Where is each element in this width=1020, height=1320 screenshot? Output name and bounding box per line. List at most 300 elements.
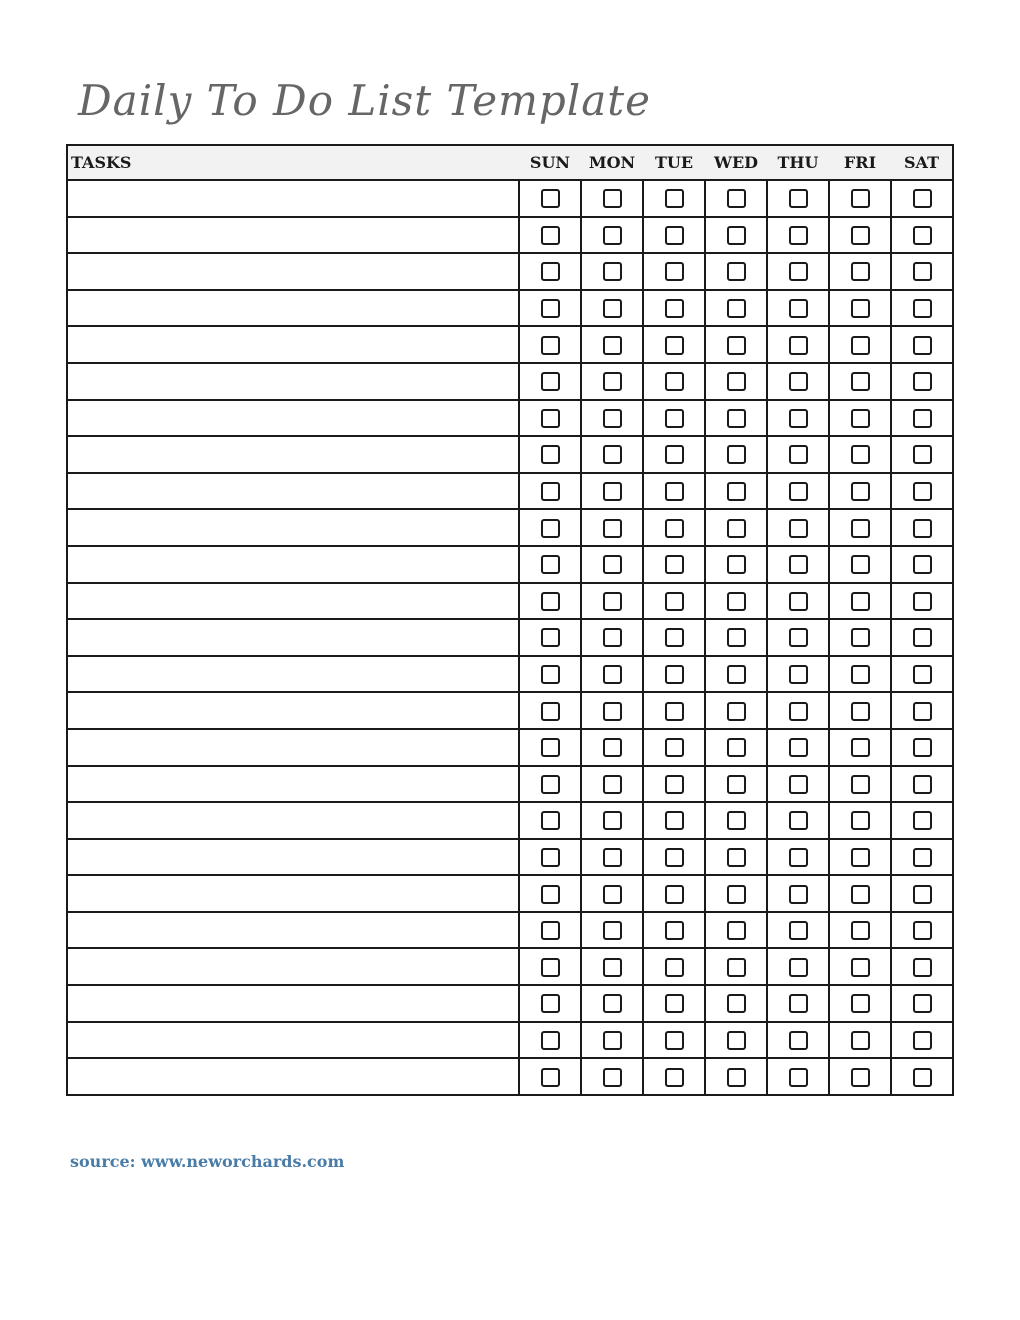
checkbox-sat[interactable]: [913, 738, 932, 757]
day-cell-mon: [581, 729, 643, 766]
checkbox-tue[interactable]: [665, 592, 684, 611]
checkbox-tue[interactable]: [665, 1068, 684, 1087]
checkbox-mon[interactable]: [603, 519, 622, 538]
table-row: [67, 509, 953, 546]
checkbox-sun[interactable]: [541, 994, 560, 1013]
checkbox-thu[interactable]: [789, 262, 808, 281]
checkbox-sun[interactable]: [541, 775, 560, 794]
checkbox-wed[interactable]: [727, 665, 746, 684]
source-link[interactable]: source: www.neworchards.com: [70, 1152, 345, 1171]
task-cell[interactable]: [67, 912, 519, 949]
checkbox-tue[interactable]: [665, 958, 684, 977]
checkbox-tue[interactable]: [665, 811, 684, 830]
day-cell-sat: [891, 692, 953, 729]
checkbox-thu[interactable]: [789, 1068, 808, 1087]
day-header-fri: FRI: [829, 145, 891, 180]
checkbox-sun[interactable]: [541, 336, 560, 355]
task-cell[interactable]: [67, 509, 519, 546]
day-cell-sat: [891, 766, 953, 803]
checkbox-sat[interactable]: [913, 372, 932, 391]
checkbox-sat[interactable]: [913, 592, 932, 611]
checkbox-mon[interactable]: [603, 921, 622, 940]
day-cell-sun: [519, 363, 581, 400]
checkbox-sat[interactable]: [913, 958, 932, 977]
day-cell-sun: [519, 436, 581, 473]
day-cell-wed: [705, 875, 767, 912]
day-cell-tue: [643, 839, 705, 876]
checkbox-fri[interactable]: [851, 921, 870, 940]
checkbox-fri[interactable]: [851, 958, 870, 977]
day-cell-wed: [705, 290, 767, 327]
day-cell-mon: [581, 1058, 643, 1095]
checkbox-sat[interactable]: [913, 336, 932, 355]
checkbox-sun[interactable]: [541, 811, 560, 830]
checkbox-sun[interactable]: [541, 738, 560, 757]
checkbox-sat[interactable]: [913, 628, 932, 647]
checkbox-thu[interactable]: [789, 555, 808, 574]
checkbox-thu[interactable]: [789, 592, 808, 611]
checkbox-fri[interactable]: [851, 372, 870, 391]
day-cell-fri: [829, 619, 891, 656]
task-cell[interactable]: [67, 363, 519, 400]
checkbox-mon[interactable]: [603, 848, 622, 867]
checkbox-wed[interactable]: [727, 409, 746, 428]
day-cell-sat: [891, 729, 953, 766]
checkbox-sat[interactable]: [913, 775, 932, 794]
checkbox-wed[interactable]: [727, 1068, 746, 1087]
checkbox-sat[interactable]: [913, 482, 932, 501]
tasks-column-header: TASKS: [67, 145, 519, 180]
day-cell-sat: [891, 253, 953, 290]
checkbox-mon[interactable]: [603, 445, 622, 464]
day-cell-sat: [891, 948, 953, 985]
day-header-wed: WED: [705, 145, 767, 180]
checkbox-sat[interactable]: [913, 519, 932, 538]
checkbox-tue[interactable]: [665, 738, 684, 757]
day-cell-sat: [891, 509, 953, 546]
task-cell[interactable]: [67, 217, 519, 254]
day-cell-mon: [581, 217, 643, 254]
checkbox-thu[interactable]: [789, 445, 808, 464]
day-cell-wed: [705, 326, 767, 363]
day-cell-mon: [581, 290, 643, 327]
checkbox-thu[interactable]: [789, 958, 808, 977]
day-cell-thu: [767, 363, 829, 400]
day-cell-sat: [891, 473, 953, 510]
checkbox-sun[interactable]: [541, 592, 560, 611]
day-cell-fri: [829, 802, 891, 839]
checkbox-fri[interactable]: [851, 189, 870, 208]
checkbox-mon[interactable]: [603, 226, 622, 245]
task-cell[interactable]: [67, 802, 519, 839]
table-row: [67, 802, 953, 839]
day-cell-sun: [519, 1058, 581, 1095]
day-cell-sun: [519, 583, 581, 620]
day-header-sun: SUN: [519, 145, 581, 180]
day-cell-thu: [767, 436, 829, 473]
day-cell-sun: [519, 619, 581, 656]
checkbox-sat[interactable]: [913, 702, 932, 721]
checkbox-mon[interactable]: [603, 665, 622, 684]
table-row: [67, 436, 953, 473]
checkbox-fri[interactable]: [851, 299, 870, 318]
checkbox-sun[interactable]: [541, 1068, 560, 1087]
checkbox-wed[interactable]: [727, 519, 746, 538]
checkbox-wed[interactable]: [727, 1031, 746, 1050]
checkbox-thu[interactable]: [789, 299, 808, 318]
day-cell-wed: [705, 802, 767, 839]
checkbox-wed[interactable]: [727, 555, 746, 574]
checkbox-mon[interactable]: [603, 1031, 622, 1050]
table-row: [67, 583, 953, 620]
checkbox-sun[interactable]: [541, 628, 560, 647]
checkbox-sat[interactable]: [913, 445, 932, 464]
checkbox-wed[interactable]: [727, 848, 746, 867]
day-cell-wed: [705, 729, 767, 766]
checkbox-tue[interactable]: [665, 555, 684, 574]
checkbox-sun[interactable]: [541, 958, 560, 977]
day-cell-sat: [891, 656, 953, 693]
table-header-row: [67, 145, 953, 180]
checkbox-sun[interactable]: [541, 189, 560, 208]
day-cell-wed: [705, 473, 767, 510]
day-cell-fri: [829, 546, 891, 583]
checkbox-tue[interactable]: [665, 519, 684, 538]
checkbox-mon[interactable]: [603, 189, 622, 208]
checkbox-mon[interactable]: [603, 262, 622, 281]
task-cell[interactable]: [67, 180, 519, 217]
checkbox-fri[interactable]: [851, 775, 870, 794]
checkbox-tue[interactable]: [665, 445, 684, 464]
day-cell-fri: [829, 290, 891, 327]
task-cell[interactable]: [67, 839, 519, 876]
checkbox-sat[interactable]: [913, 226, 932, 245]
checkbox-mon[interactable]: [603, 885, 622, 904]
day-cell-thu: [767, 1058, 829, 1095]
checkbox-sat[interactable]: [913, 848, 932, 867]
checkbox-mon[interactable]: [603, 1068, 622, 1087]
day-cell-mon: [581, 583, 643, 620]
day-cell-fri: [829, 180, 891, 217]
checkbox-wed[interactable]: [727, 628, 746, 647]
checkbox-tue[interactable]: [665, 482, 684, 501]
checkbox-mon[interactable]: [603, 628, 622, 647]
checkbox-tue[interactable]: [665, 299, 684, 318]
task-cell[interactable]: [67, 656, 519, 693]
checkbox-fri[interactable]: [851, 885, 870, 904]
day-cell-thu: [767, 180, 829, 217]
checkbox-sat[interactable]: [913, 994, 932, 1013]
day-cell-fri: [829, 1022, 891, 1059]
task-cell[interactable]: [67, 253, 519, 290]
day-cell-tue: [643, 253, 705, 290]
day-cell-sun: [519, 692, 581, 729]
checkbox-tue[interactable]: [665, 336, 684, 355]
task-cell[interactable]: [67, 473, 519, 510]
day-cell-mon: [581, 802, 643, 839]
checkbox-fri[interactable]: [851, 738, 870, 757]
checkbox-sun[interactable]: [541, 409, 560, 428]
checkbox-tue[interactable]: [665, 921, 684, 940]
checkbox-fri[interactable]: [851, 702, 870, 721]
checkbox-thu[interactable]: [789, 409, 808, 428]
checkbox-tue[interactable]: [665, 628, 684, 647]
day-cell-tue: [643, 1058, 705, 1095]
day-cell-thu: [767, 912, 829, 949]
day-cell-fri: [829, 985, 891, 1022]
day-cell-sat: [891, 400, 953, 437]
checkbox-thu[interactable]: [789, 628, 808, 647]
checkbox-tue[interactable]: [665, 702, 684, 721]
task-cell[interactable]: [67, 583, 519, 620]
checkbox-fri[interactable]: [851, 409, 870, 428]
checkbox-mon[interactable]: [603, 958, 622, 977]
task-cell[interactable]: [67, 729, 519, 766]
checkbox-tue[interactable]: [665, 994, 684, 1013]
checkbox-tue[interactable]: [665, 1031, 684, 1050]
checkbox-fri[interactable]: [851, 628, 870, 647]
day-cell-mon: [581, 363, 643, 400]
checkbox-wed[interactable]: [727, 445, 746, 464]
task-cell[interactable]: [67, 692, 519, 729]
day-cell-thu: [767, 546, 829, 583]
checkbox-thu[interactable]: [789, 702, 808, 721]
checkbox-thu[interactable]: [789, 519, 808, 538]
checkbox-thu[interactable]: [789, 885, 808, 904]
day-cell-thu: [767, 839, 829, 876]
checkbox-tue[interactable]: [665, 885, 684, 904]
checkbox-wed[interactable]: [727, 336, 746, 355]
checkbox-sun[interactable]: [541, 702, 560, 721]
checkbox-wed[interactable]: [727, 262, 746, 281]
checkbox-mon[interactable]: [603, 336, 622, 355]
checkbox-fri[interactable]: [851, 482, 870, 501]
day-cell-sun: [519, 180, 581, 217]
checkbox-thu[interactable]: [789, 738, 808, 757]
checkbox-sun[interactable]: [541, 885, 560, 904]
checkbox-sat[interactable]: [913, 1031, 932, 1050]
checkbox-sun[interactable]: [541, 665, 560, 684]
checkbox-sat[interactable]: [913, 262, 932, 281]
day-cell-sun: [519, 546, 581, 583]
checkbox-sun[interactable]: [541, 445, 560, 464]
checkbox-tue[interactable]: [665, 665, 684, 684]
task-cell[interactable]: [67, 1058, 519, 1095]
checkbox-thu[interactable]: [789, 372, 808, 391]
checkbox-wed[interactable]: [727, 226, 746, 245]
checkbox-fri[interactable]: [851, 665, 870, 684]
day-cell-fri: [829, 692, 891, 729]
checkbox-sun[interactable]: [541, 372, 560, 391]
checkbox-thu[interactable]: [789, 336, 808, 355]
checkbox-fri[interactable]: [851, 811, 870, 830]
checkbox-mon[interactable]: [603, 775, 622, 794]
day-cell-tue: [643, 400, 705, 437]
day-cell-mon: [581, 326, 643, 363]
checkbox-wed[interactable]: [727, 189, 746, 208]
day-cell-tue: [643, 729, 705, 766]
checkbox-wed[interactable]: [727, 994, 746, 1013]
checkbox-fri[interactable]: [851, 1031, 870, 1050]
day-cell-fri: [829, 583, 891, 620]
task-cell[interactable]: [67, 290, 519, 327]
checkbox-thu[interactable]: [789, 994, 808, 1013]
table-row: [67, 766, 953, 803]
table-row: [67, 619, 953, 656]
day-cell-sat: [891, 875, 953, 912]
checkbox-fri[interactable]: [851, 592, 870, 611]
checkbox-mon[interactable]: [603, 811, 622, 830]
checkbox-sun[interactable]: [541, 262, 560, 281]
checkbox-mon[interactable]: [603, 409, 622, 428]
checkbox-sat[interactable]: [913, 299, 932, 318]
day-cell-mon: [581, 180, 643, 217]
table-row: [67, 363, 953, 400]
day-cell-sun: [519, 509, 581, 546]
task-cell[interactable]: [67, 619, 519, 656]
checkbox-wed[interactable]: [727, 299, 746, 318]
table-row: [67, 253, 953, 290]
day-cell-sun: [519, 1022, 581, 1059]
checkbox-fri[interactable]: [851, 445, 870, 464]
day-cell-wed: [705, 400, 767, 437]
checkbox-sat[interactable]: [913, 921, 932, 940]
day-cell-tue: [643, 802, 705, 839]
checkbox-wed[interactable]: [727, 738, 746, 757]
checkbox-wed[interactable]: [727, 921, 746, 940]
day-cell-tue: [643, 290, 705, 327]
day-cell-sun: [519, 400, 581, 437]
checkbox-sat[interactable]: [913, 189, 932, 208]
day-cell-sat: [891, 583, 953, 620]
day-cell-fri: [829, 400, 891, 437]
checkbox-sat[interactable]: [913, 885, 932, 904]
checkbox-tue[interactable]: [665, 409, 684, 428]
day-cell-sun: [519, 729, 581, 766]
checkbox-mon[interactable]: [603, 702, 622, 721]
checkbox-mon[interactable]: [603, 372, 622, 391]
checkbox-sun[interactable]: [541, 555, 560, 574]
day-cell-sat: [891, 363, 953, 400]
checkbox-mon[interactable]: [603, 299, 622, 318]
table-row: [67, 1058, 953, 1095]
checkbox-sun[interactable]: [541, 921, 560, 940]
day-cell-mon: [581, 692, 643, 729]
checkbox-tue[interactable]: [665, 372, 684, 391]
day-cell-thu: [767, 509, 829, 546]
checkbox-fri[interactable]: [851, 994, 870, 1013]
checkbox-thu[interactable]: [789, 811, 808, 830]
day-cell-tue: [643, 1022, 705, 1059]
table-row: [67, 546, 953, 583]
checkbox-mon[interactable]: [603, 592, 622, 611]
checkbox-wed[interactable]: [727, 775, 746, 794]
checkbox-sat[interactable]: [913, 555, 932, 574]
checkbox-thu[interactable]: [789, 1031, 808, 1050]
day-cell-sun: [519, 253, 581, 290]
checkbox-sat[interactable]: [913, 811, 932, 830]
checkbox-sat[interactable]: [913, 1068, 932, 1087]
checkbox-mon[interactable]: [603, 994, 622, 1013]
checkbox-mon[interactable]: [603, 738, 622, 757]
checkbox-thu[interactable]: [789, 482, 808, 501]
task-cell[interactable]: [67, 948, 519, 985]
table-row: [67, 985, 953, 1022]
checkbox-fri[interactable]: [851, 519, 870, 538]
task-cell[interactable]: [67, 1022, 519, 1059]
checkbox-wed[interactable]: [727, 372, 746, 391]
checkbox-tue[interactable]: [665, 262, 684, 281]
checkbox-fri[interactable]: [851, 262, 870, 281]
task-cell[interactable]: [67, 766, 519, 803]
task-cell[interactable]: [67, 436, 519, 473]
checkbox-fri[interactable]: [851, 226, 870, 245]
table-row: [67, 912, 953, 949]
checkbox-tue[interactable]: [665, 226, 684, 245]
checkbox-sun[interactable]: [541, 299, 560, 318]
checkbox-tue[interactable]: [665, 189, 684, 208]
checkbox-tue[interactable]: [665, 848, 684, 867]
checkbox-fri[interactable]: [851, 1068, 870, 1087]
table-row: [67, 180, 953, 217]
day-cell-wed: [705, 766, 767, 803]
table-row: [67, 692, 953, 729]
checkbox-sun[interactable]: [541, 1031, 560, 1050]
day-cell-wed: [705, 912, 767, 949]
checkbox-sat[interactable]: [913, 665, 932, 684]
task-cell[interactable]: [67, 546, 519, 583]
checkbox-wed[interactable]: [727, 592, 746, 611]
checkbox-sun[interactable]: [541, 519, 560, 538]
checkbox-wed[interactable]: [727, 958, 746, 977]
day-cell-tue: [643, 363, 705, 400]
day-cell-fri: [829, 363, 891, 400]
checkbox-fri[interactable]: [851, 848, 870, 867]
checkbox-sun[interactable]: [541, 482, 560, 501]
checkbox-thu[interactable]: [789, 848, 808, 867]
checkbox-thu[interactable]: [789, 775, 808, 794]
checkbox-tue[interactable]: [665, 775, 684, 794]
checkbox-mon[interactable]: [603, 482, 622, 501]
checkbox-wed[interactable]: [727, 885, 746, 904]
task-cell[interactable]: [67, 400, 519, 437]
checkbox-thu[interactable]: [789, 921, 808, 940]
day-cell-fri: [829, 253, 891, 290]
checkbox-mon[interactable]: [603, 555, 622, 574]
day-cell-sun: [519, 875, 581, 912]
checkbox-wed[interactable]: [727, 482, 746, 501]
day-cell-sun: [519, 948, 581, 985]
checkbox-wed[interactable]: [727, 811, 746, 830]
task-cell[interactable]: [67, 875, 519, 912]
checkbox-sun[interactable]: [541, 848, 560, 867]
day-cell-tue: [643, 180, 705, 217]
day-cell-sun: [519, 290, 581, 327]
checkbox-fri[interactable]: [851, 336, 870, 355]
checkbox-wed[interactable]: [727, 702, 746, 721]
checkbox-thu[interactable]: [789, 189, 808, 208]
checkbox-thu[interactable]: [789, 226, 808, 245]
checkbox-thu[interactable]: [789, 665, 808, 684]
task-cell[interactable]: [67, 985, 519, 1022]
task-cell[interactable]: [67, 326, 519, 363]
day-cell-thu: [767, 656, 829, 693]
day-cell-wed: [705, 619, 767, 656]
checkbox-sat[interactable]: [913, 409, 932, 428]
day-cell-sat: [891, 619, 953, 656]
checkbox-sun[interactable]: [541, 226, 560, 245]
checkbox-fri[interactable]: [851, 555, 870, 574]
